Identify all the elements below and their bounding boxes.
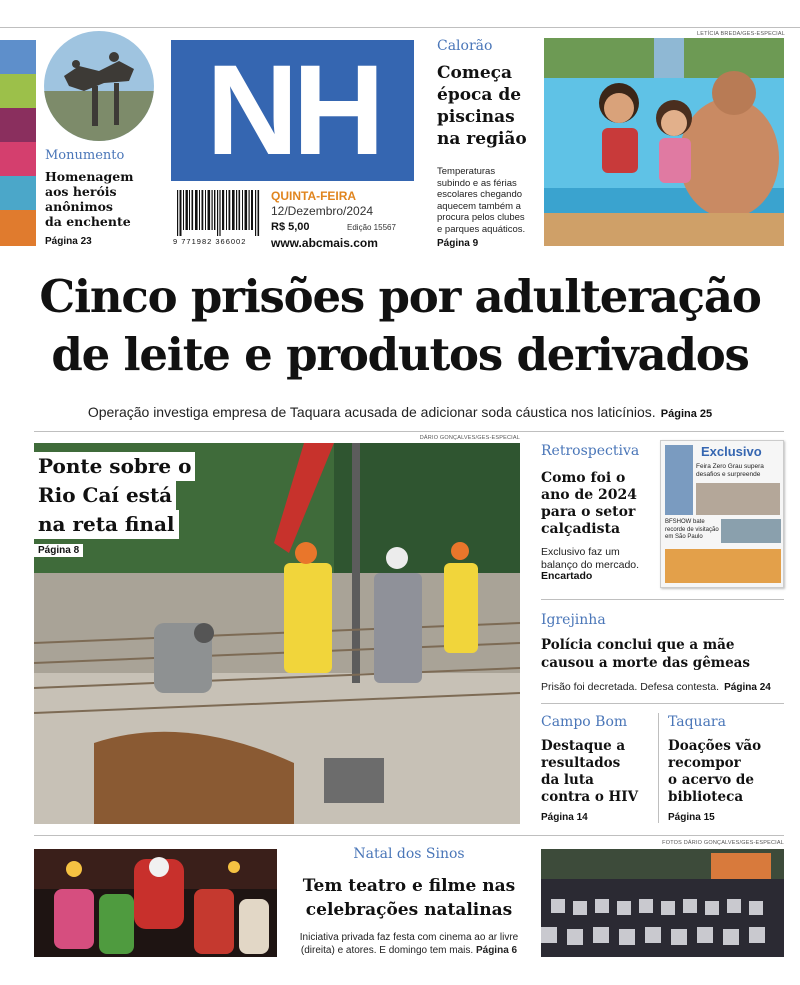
igrejinha-body: Prisão foi decretada. Defesa contesta. Página 24 [541, 681, 771, 693]
masthead-url[interactable]: www.abcmais.com [271, 236, 378, 250]
pools-kicker: Calorão [437, 38, 493, 54]
insert-text-bottom: BFSHOW bate recorde de visitação em São Paulo [665, 519, 719, 540]
retro-body: Exclusivo faz um balanço do mercado. [541, 546, 640, 571]
insert-thumbnail[interactable] [660, 440, 784, 588]
pools-body: Temperaturas subindo e as férias escolares chegando aquecem também a procura pelos clubes e parques aquáticos. [437, 166, 526, 235]
masthead-weekday: QUINTA-FEIRA [271, 189, 357, 203]
divider-vertical [658, 713, 659, 823]
divider-main [34, 431, 784, 432]
natal-photo-theater [34, 849, 277, 957]
main-page[interactable]: Página 25 [660, 408, 713, 420]
bridge-page[interactable]: Página 8 [34, 544, 83, 557]
monument-photo [44, 31, 154, 141]
top-rule [0, 27, 800, 28]
retro-kicker: Retrospectiva [541, 443, 640, 459]
divider-igrejinha [541, 703, 784, 704]
natal-photo-credit: FOTOS DÁRIO GONÇALVES/GES-ESPECIAL [662, 840, 784, 846]
pools-photo [544, 38, 784, 246]
divider-bottom [34, 835, 784, 836]
monument-headline[interactable]: Homenagem aos heróis anônimos da enchente [45, 169, 134, 229]
barcode: 9 771982 366002 [173, 190, 265, 246]
insert-text-top: Feira Zero Grau supera desafios e surpreende [696, 463, 764, 478]
retro-headline[interactable]: Como foi o ano de 2024 para o setor calçadista [541, 470, 637, 537]
natal-kicker: Natal dos Sinos [353, 846, 465, 862]
masthead-date: 12/Dezembro/2024 [271, 204, 374, 218]
campobom-page[interactable]: Página 14 [541, 812, 588, 823]
natal-photo-cinema [541, 849, 784, 957]
pools-photo-credit: LETÍCIA BREDA/GES-ESPECIAL [696, 31, 785, 37]
main-subhead: Operação investiga empresa de Taquara acusada de adicionar soda cáustica nos laticínios. Página 25 [87, 404, 713, 420]
natal-body: Iniciativa privada faz festa com cinema ao ar livre (direita) e atores. E domingo tem mais. Página 6 [299, 932, 519, 956]
insert-title: Exclusivo [701, 444, 762, 459]
monument-kicker: Monumento [45, 148, 125, 163]
natal-page[interactable]: Página 6 [475, 944, 518, 956]
pools-page[interactable]: Página 9 [437, 238, 479, 249]
retro-tag: Encartado [541, 570, 593, 582]
divider-retro [541, 599, 784, 600]
igrejinha-page[interactable]: Página 24 [724, 682, 771, 693]
natal-headline[interactable]: Tem teatro e filme nas celebrações natalinas [302, 876, 516, 920]
pools-headline[interactable]: Começa época de piscinas na região [437, 63, 527, 149]
masthead-edition: Edição 15567 [347, 223, 396, 232]
taquara-headline[interactable]: Doações vão recompor o acervo de biblioteca [668, 738, 762, 805]
bridge-headline[interactable]: Ponte sobre o Rio Caí está na reta final [34, 452, 195, 539]
campobom-kicker: Campo Bom [541, 714, 628, 730]
taquara-kicker: Taquara [668, 714, 726, 730]
bridge-photo-credit: DÁRIO GONÇALVES/GES-ESPECIAL [419, 435, 520, 441]
nh-logo[interactable]: NH [171, 40, 414, 181]
main-headline[interactable]: Cinco prisões por adulteração de leite e produtos derivados [39, 270, 761, 381]
monument-page[interactable]: Página 23 [45, 236, 92, 247]
igrejinha-kicker: Igrejinha [541, 612, 606, 628]
masthead-price: R$ 5,00 [271, 221, 310, 233]
campobom-headline[interactable]: Destaque a resultados da luta contra o HIV [541, 738, 639, 805]
igrejinha-headline[interactable]: Polícia conclui que a mãe causou a morte das gêmeas [541, 637, 751, 671]
taquara-page[interactable]: Página 15 [668, 812, 715, 823]
